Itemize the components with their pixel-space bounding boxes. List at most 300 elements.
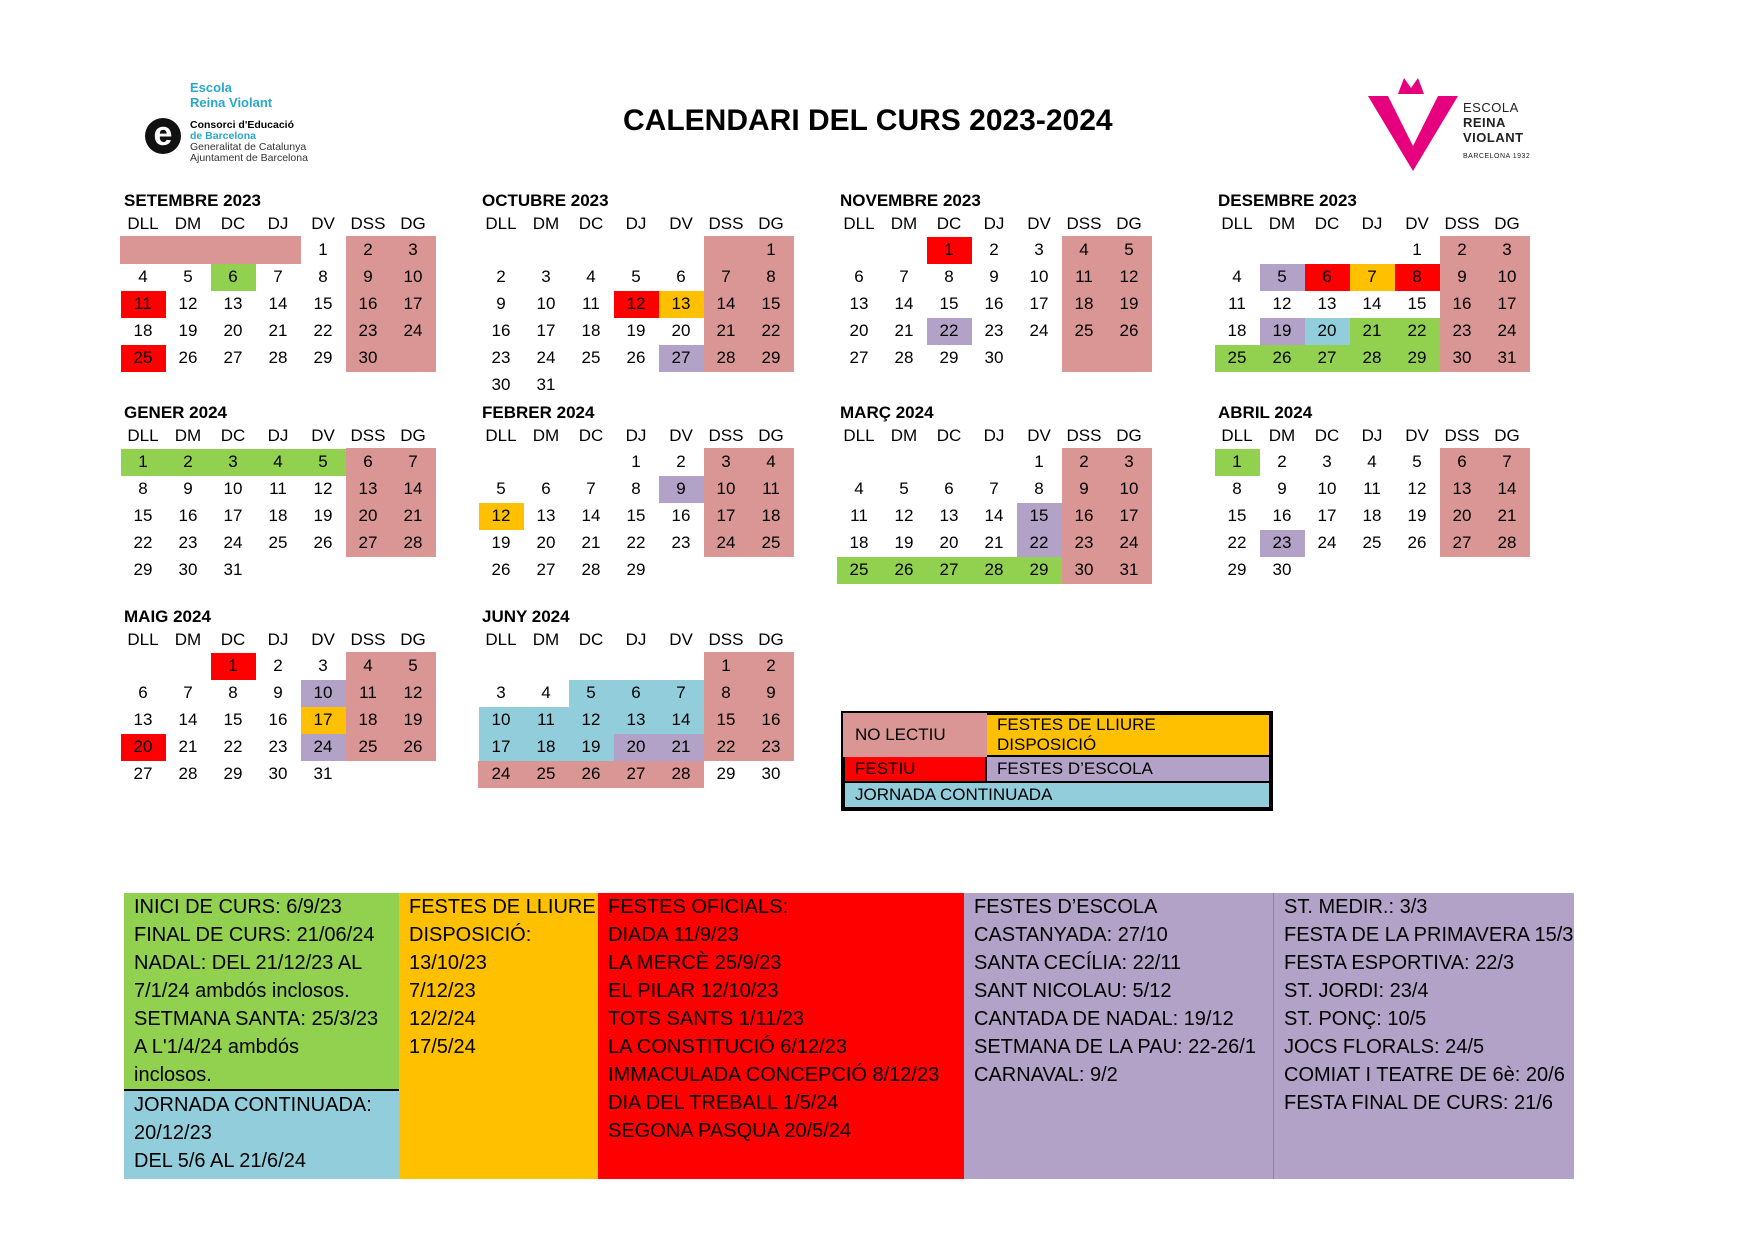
weekday-header: DLL [127,426,159,445]
day-cell: 29 [313,348,333,367]
day-cell: 18 [1227,321,1247,340]
day-cell: 17 [223,506,243,525]
color-legend [841,711,1273,811]
day-cell: 19 [1260,318,1305,345]
day-cell: 13 [614,707,659,734]
month-calendar [478,402,794,584]
day-cell: 14 [659,707,704,734]
day-cell: 4 [749,449,794,476]
day-cell: 23 [671,533,691,552]
day-cell: 25 [346,734,391,761]
day-cell: 12 [1407,479,1427,498]
day-cell: 24 [1029,321,1049,340]
day-cell: 15 [1227,506,1247,525]
day-cell [1107,345,1152,372]
day-cell: 15 [704,707,749,734]
day-cell: 8 [1034,479,1044,498]
day-cell: 11 [749,476,794,503]
day-cell: 1 [704,653,749,680]
day-cell: 4 [1232,267,1242,286]
day-cell: 24 [1107,530,1152,557]
day-cell: 16 [984,294,1004,313]
day-cell: 16 [749,707,794,734]
day-cell: 19 [1107,291,1152,318]
day-cell: 18 [849,533,869,552]
day-cell: 23 [1440,318,1485,345]
day-cell [1440,557,1485,584]
day-cell: 17 [479,734,524,761]
day-cell: 10 [479,707,524,734]
day-cell: 21 [984,533,1004,552]
day-cell: 24 [536,348,556,367]
weekday-header: DLL [127,214,159,233]
day-cell: 13 [849,294,869,313]
weekday-header: DG [400,426,426,445]
day-cell: 14 [391,476,436,503]
day-cell: 26 [178,348,198,367]
day-cell: 28 [178,764,198,783]
day-cell: 26 [491,560,511,579]
day-cell: 20 [939,533,959,552]
weekday-header: DG [758,214,784,233]
day-cell: 14 [704,291,749,318]
day-cell: 19 [626,321,646,340]
day-cell: 27 [223,348,243,367]
day-cell: 8 [749,264,794,291]
day-cell [524,653,569,680]
day-cell: 28 [268,348,288,367]
day-cell: 12 [894,506,914,525]
day-cell: 28 [894,348,914,367]
logo-school-name: Escola Reina Violant [190,80,273,110]
day-cell: 15 [313,294,333,313]
day-cell: 13 [1317,294,1337,313]
month-calendar [478,606,794,788]
day-cell: 26 [1260,345,1305,372]
day-cell: 27 [133,764,153,783]
month-title: OCTUBRE 2023 [482,191,609,210]
school-logo [1368,76,1548,171]
day-cell: 8 [1395,264,1440,291]
day-cell: 15 [223,710,243,729]
month-title: FEBRER 2024 [482,403,595,422]
day-cell: 24 [223,533,243,552]
weekday-header: DSS [708,426,744,445]
day-cell: 17 [1317,506,1337,525]
day-cell: 1 [1034,452,1044,471]
weekday-header: DM [1268,214,1296,233]
day-cell: 5 [1260,264,1305,291]
day-cell: 28 [1485,530,1530,557]
day-cell [614,237,659,264]
day-cell [614,372,659,399]
day-cell: 10 [536,294,556,313]
day-cell [479,449,524,476]
weekday-header: DC [578,426,604,445]
day-cell [1305,557,1350,584]
day-cell: 2 [166,449,211,476]
day-cell: 19 [1407,506,1427,525]
consorci-logo [145,80,315,170]
day-cell: 6 [676,267,686,286]
day-cell: 8 [1232,479,1242,498]
weekday-header: DLL [127,630,159,649]
weekday-header: DSS [1066,214,1102,233]
month-title: MARÇ 2024 [840,403,934,422]
day-cell: 3 [1034,240,1044,259]
day-cell: 22 [749,318,794,345]
day-cell: 10 [1107,476,1152,503]
day-cell: 21 [1350,318,1395,345]
day-cell: 30 [1440,345,1485,372]
day-cell [837,237,882,264]
day-cell: 23 [268,737,288,756]
day-cell: 13 [659,291,704,318]
day-cell: 26 [1407,533,1427,552]
day-cell: 25 [1362,533,1382,552]
day-cell: 14 [268,294,288,313]
day-cell: 3 [318,656,328,675]
weekday-header: DLL [843,214,875,233]
weekday-header: DJ [267,630,289,649]
weekday-header: DM [532,214,560,233]
weekday-header: DG [1116,426,1142,445]
day-cell: 13 [133,710,153,729]
day-cell [524,449,569,476]
day-cell: 3 [391,237,436,264]
day-cell: 8 [704,680,749,707]
day-cell: 27 [659,345,704,372]
day-cell: 20 [223,321,243,340]
weekday-header: DV [1405,214,1429,233]
day-cell: 1 [121,449,166,476]
month-calendar [478,190,794,399]
weekday-header: DV [311,426,335,445]
day-cell [837,449,882,476]
weekday-header: DM [532,630,560,649]
day-cell: 9 [1062,476,1107,503]
day-cell: 13 [223,294,243,313]
day-cell: 28 [391,530,436,557]
day-cell: 20 [849,321,869,340]
legend-lliure-disposicio: FESTES DE LLIURE DISPOSICIÓ [986,714,1270,756]
day-cell: 21 [704,318,749,345]
weekday-header: DM [174,426,202,445]
day-cell: 23 [1062,530,1107,557]
info-lliure: FESTES DE LLIURE DISPOSICIÓ: 13/10/23 7/12/23 12/2/24 17/5/24 [399,893,598,1179]
day-cell [346,761,391,788]
weekday-header: DLL [1221,214,1253,233]
day-cell [121,237,166,264]
weekday-header: DLL [485,214,517,233]
day-cell [524,237,569,264]
weekday-header: DM [1268,426,1296,445]
info-escola: FESTES D’ESCOLA CASTANYADA: 27/10 SANTA CECÍLIA: 22/11 SANT NICOLAU: 5/12 CANTADA DE NADAL: 19/12 SETMANA DE LA PAU: 22-26/1 CARNAVAL: 9/2 [964,893,1274,1179]
day-cell: 27 [1305,345,1350,372]
month-title: NOVEMBRE 2023 [840,191,981,210]
day-cell: 16 [671,506,691,525]
day-cell: 22 [1395,318,1440,345]
weekday-header: DJ [625,630,647,649]
day-cell: 29 [1395,345,1440,372]
day-cell: 24 [391,318,436,345]
day-cell: 18 [268,506,288,525]
day-cell: 18 [749,503,794,530]
day-cell: 22 [626,533,646,552]
day-cell: 6 [1305,264,1350,291]
day-cell [972,449,1017,476]
day-cell: 17 [536,321,556,340]
day-cell: 27 [1440,530,1485,557]
day-cell: 17 [1485,291,1530,318]
day-cell: 23 [1260,530,1305,557]
day-cell: 17 [1107,503,1152,530]
weekday-header: DG [1494,426,1520,445]
day-cell: 25 [581,348,601,367]
day-cell: 18 [133,321,153,340]
day-cell: 15 [939,294,959,313]
day-cell: 5 [496,479,506,498]
logo-consorci-text: Consorci d'Educació de Barcelona Generalitat de Catalunya Ajuntament de Barcelona [190,119,308,164]
day-cell: 30 [1272,560,1292,579]
day-cell: 16 [1272,506,1292,525]
weekday-header: DJ [267,214,289,233]
day-cell: 11 [1363,479,1381,498]
info-jornada: JORNADA CONTINUADA: 20/12/23 DEL 5/6 AL 21/6/24 [124,1091,399,1179]
month-title: ABRIL 2024 [1218,403,1313,422]
day-cell: 15 [1017,503,1062,530]
day-cell: 27 [849,348,869,367]
day-cell: 3 [1107,449,1152,476]
day-cell: 20 [1305,318,1350,345]
day-cell: 6 [1440,449,1485,476]
day-cell: 1 [1412,240,1422,259]
day-cell: 20 [671,321,691,340]
day-cell: 27 [536,560,556,579]
day-cell [659,237,704,264]
day-cell: 11 [524,707,569,734]
weekday-header: DG [400,214,426,233]
info-altres: ST. MEDIR.: 3/3 FESTA DE LA PRIMAVERA 15/3 FESTA ESPORTIVA: 22/3 ST. JORDI: 23/4 ST. PONÇ: 10/5 JOCS FLORALS: 24/5 COMIAT I TEATRE DE 6è: 20/6 FESTA FINAL DE CURS: 21/6 [1274,893,1574,1179]
day-cell: 26 [882,557,927,584]
day-cell: 30 [178,560,198,579]
day-cell: 20 [536,533,556,552]
day-cell: 3 [211,449,256,476]
day-cell: 20 [121,734,166,761]
day-cell: 9 [1277,479,1287,498]
weekday-header: DC [220,426,246,445]
weekday-header: DJ [267,426,289,445]
day-cell: 6 [346,449,391,476]
day-cell: 20 [1440,503,1485,530]
day-cell: 22 [704,734,749,761]
weekday-header: DM [532,426,560,445]
day-cell: 7 [704,264,749,291]
day-cell: 29 [716,764,736,783]
weekday-header: DLL [485,426,517,445]
day-cell [1017,345,1062,372]
day-cell: 3 [541,267,551,286]
day-cell: 18 [1062,291,1107,318]
day-cell: 6 [541,479,551,498]
weekday-header: DLL [1221,426,1253,445]
day-cell: 1 [631,452,641,471]
day-cell: 2 [346,237,391,264]
day-cell: 9 [659,476,704,503]
weekday-header: DV [669,630,693,649]
weekday-header: DM [174,630,202,649]
day-cell: 18 [1362,506,1382,525]
day-cell: 29 [133,560,153,579]
day-cell: 16 [491,321,511,340]
weekday-header: DSS [1066,426,1102,445]
day-cell: 5 [301,449,346,476]
day-cell: 8 [318,267,328,286]
legend-festiu: FESTIU [844,756,986,782]
day-cell [882,449,927,476]
day-cell [569,653,614,680]
day-cell: 12 [614,291,659,318]
day-cell: 3 [1485,237,1530,264]
day-cell: 6 [854,267,864,286]
day-cell: 11 [121,291,166,318]
weekday-header: DSS [1444,214,1480,233]
legend-festes-escola: FESTES D’ESCOLA [986,756,1270,782]
day-cell: 30 [268,764,288,783]
day-cell: 30 [761,764,781,783]
day-cell: 28 [704,345,749,372]
day-cell: 5 [569,680,614,707]
day-cell: 5 [1107,237,1152,264]
weekday-header: DC [220,214,246,233]
day-cell: 16 [178,506,198,525]
day-cell [569,449,614,476]
weekday-header: DJ [983,426,1005,445]
day-cell [1215,237,1260,264]
day-cell: 31 [536,375,556,394]
day-cell: 4 [541,683,551,702]
day-cell: 4 [586,267,596,286]
day-cell: 17 [1029,294,1049,313]
day-cell: 16 [346,291,391,318]
day-cell: 12 [1272,294,1292,313]
day-cell [121,653,166,680]
day-cell [1305,237,1350,264]
month-calendar [836,402,1152,584]
weekday-header: DSS [350,214,386,233]
day-cell: 7 [989,479,999,498]
day-cell: 10 [223,479,243,498]
day-cell: 1 [211,653,256,680]
day-cell [346,557,391,584]
page-title: CALENDARI DEL CURS 2023-2024 [623,104,1113,137]
weekday-header: DJ [983,214,1005,233]
day-cell [391,761,436,788]
day-cell: 29 [626,560,646,579]
day-cell [614,653,659,680]
day-cell: 2 [676,452,686,471]
day-cell: 24 [1485,318,1530,345]
day-cell: 10 [704,476,749,503]
day-cell: 21 [581,533,601,552]
day-cell: 26 [569,761,614,788]
weekday-header: DSS [1444,426,1480,445]
day-cell: 18 [524,734,569,761]
day-cell: 9 [273,683,283,702]
day-cell: 7 [273,267,283,286]
month-title: SETEMBRE 2023 [124,191,261,210]
legend-jornada-continuada: JORNADA CONTINUADA [844,782,1270,808]
day-cell: 18 [346,707,391,734]
day-cell: 29 [223,764,243,783]
info-curs: INICI DE CURS: 6/9/23 FINAL DE CURS: 21/06/24 NADAL: DEL 21/12/23 AL 7/1/24 ambdós inclosos. SETMANA SANTA: 25/3/23 A L'1/4/24 ambdós inclosos. [124,893,399,1091]
day-cell: 15 [133,506,153,525]
day-cell: 21 [1485,503,1530,530]
day-cell: 12 [313,479,333,498]
day-cell: 24 [479,761,524,788]
day-cell: 31 [223,560,243,579]
day-cell: 11 [850,506,868,525]
day-cell: 31 [1107,557,1152,584]
weekday-header: DV [1027,426,1051,445]
day-cell [479,653,524,680]
day-cell: 2 [1440,237,1485,264]
day-cell: 30 [346,345,391,372]
day-cell: 2 [749,653,794,680]
day-cell: 17 [704,503,749,530]
day-cell: 4 [1367,452,1377,471]
day-cell: 7 [391,449,436,476]
day-cell: 2 [496,267,506,286]
day-cell [256,557,301,584]
day-cell: 25 [1215,345,1260,372]
day-cell [569,237,614,264]
weekday-header: DC [578,214,604,233]
day-cell: 13 [939,506,959,525]
day-cell [301,557,346,584]
day-cell: 30 [984,348,1004,367]
day-cell: 28 [1350,345,1395,372]
day-cell: 15 [749,291,794,318]
day-cell: 5 [631,267,641,286]
weekday-header: DV [1027,214,1051,233]
day-cell: 4 [1062,237,1107,264]
day-cell: 28 [972,557,1017,584]
weekday-header: DC [1314,214,1340,233]
day-cell: 27 [927,557,972,584]
day-cell: 26 [313,533,333,552]
weekday-header: DSS [708,214,744,233]
weekday-header: DV [669,214,693,233]
day-cell: 10 [1485,264,1530,291]
day-cell [391,557,436,584]
day-cell: 9 [183,479,193,498]
day-cell [1062,345,1107,372]
day-cell [211,237,256,264]
day-cell: 11 [1062,264,1107,291]
day-cell: 14 [581,506,601,525]
month-calendar [1214,402,1530,584]
day-cell: 11 [1228,294,1246,313]
day-cell: 2 [989,240,999,259]
day-cell: 21 [268,321,288,340]
weekday-header: DV [311,630,335,649]
day-cell: 7 [1350,264,1395,291]
day-cell [166,653,211,680]
day-cell: 9 [1440,264,1485,291]
day-cell: 10 [301,680,346,707]
day-cell: 4 [138,267,148,286]
